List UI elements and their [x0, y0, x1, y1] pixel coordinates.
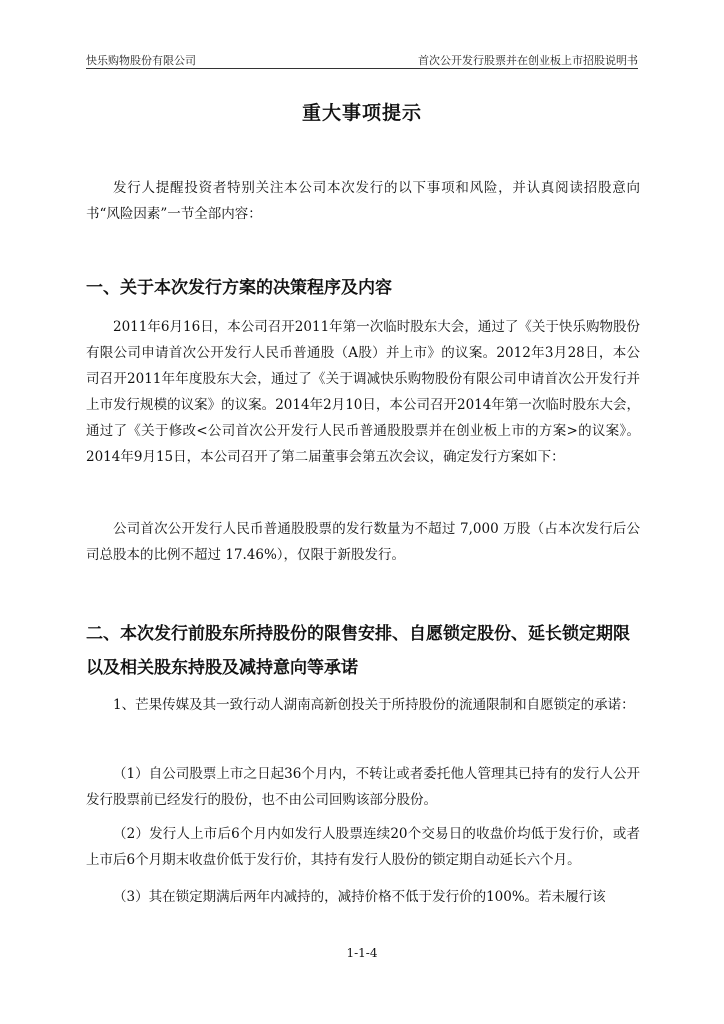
header-divider [86, 68, 638, 69]
section-2-paragraph-2: （1）自公司股票上市之日起36个月内，不转让或者委托他人管理其已持有的发行人公开发行股票前已经发行的股份，也不由公司回购该部分股份。 [86, 766, 640, 808]
section-2-paragraph-3: （2）发行人上市后6个月内如发行人股票连续20个交易日的收盘价均低于发行价，或者上市后6个月期末收盘价低于发行价，其持有发行人股份的锁定期自动延长六个月。 [86, 826, 640, 868]
section-1-heading: 一、关于本次发行方案的决策程序及内容 [86, 278, 392, 298]
intro-paragraph: 发行人提醒投资者特别关注本公司本次发行的以下事项和风险，并认真阅读招股意向书“风险因素”一节全部内容： [86, 180, 640, 222]
section-1-paragraph-2: 公司首次公开发行人民币普通股股票的发行数量为不超过 7,000 万股（占本次发行后公司总股本的比例不超过 17.46%），仅限于新股发行。 [86, 521, 640, 563]
section-2-paragraph-4: （3）其在锁定期满后两年内减持的，减持价格不低于发行价的100%。若未履行该 [113, 889, 606, 905]
page-title: 重大事项提示 [301, 102, 422, 124]
header-document-title: 首次公开发行股票并在创业板上市招股说明书 [418, 54, 638, 67]
header-company: 快乐购物股份有限公司 [86, 54, 196, 67]
page-header [86, 52, 638, 68]
section-2-heading: 二、本次发行前股东所持股份的限售安排、自愿锁定股份、延长锁定期限以及相关股东持股及减持意向等承诺 [86, 624, 630, 678]
page-number: 1-1-4 [346, 946, 378, 960]
section-2-paragraph-1: 1、芒果传媒及其一致行动人湖南高新创投关于所持股份的流通限制和自愿锁定的承诺： [113, 697, 635, 713]
section-1-paragraph-1: 2011年6月16日，本公司召开2011年第一次临时股东大会，通过了《关于快乐购物股份有限公司申请首次公开发行人民币普通股（A股）并上市》的议案。2012年3月28日，本公司召开2011年年度股东大会，通过了《关于调减快乐购物股份有限公司申请首次公开发行并上市发行规模的议案》的议案。2014年2月10日，本公司召开2014年第一次临时股东大会，通过了《关于修改<公司首次公开发行人民币普通股股票并在创业板上市的方案>的议案》。2014年9月15日，本公司召开了第二届董事会第五次会议，确定发行方案如下： [86, 319, 640, 465]
